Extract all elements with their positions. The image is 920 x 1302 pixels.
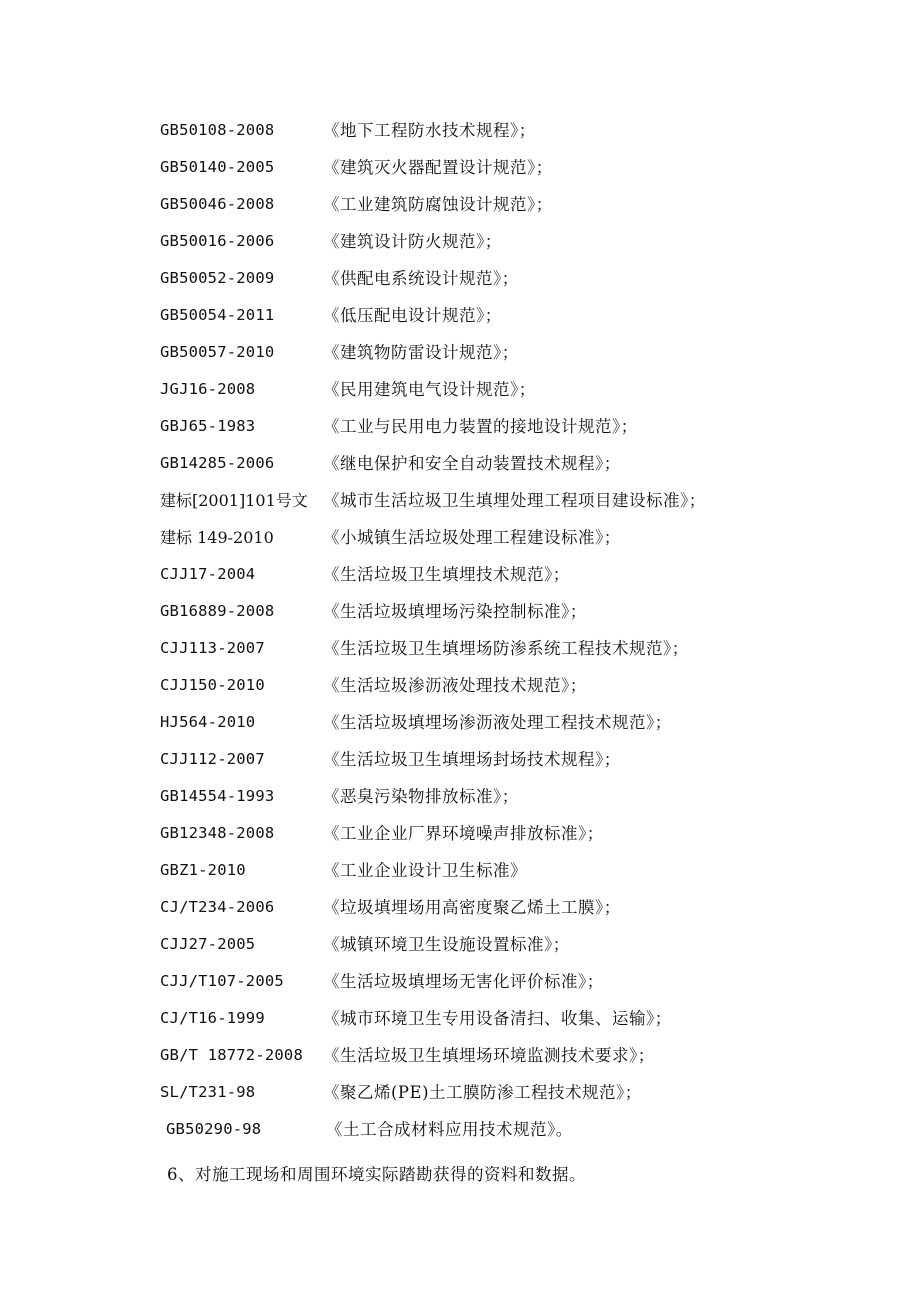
standard-title: 《继电保护和安全自动装置技术规程》； bbox=[323, 454, 621, 473]
standard-row bbox=[160, 260, 880, 297]
standard-title: 《工业与民用电力装置的接地设计规范》； bbox=[323, 417, 638, 436]
standard-code: GB50108-2008 bbox=[160, 121, 275, 139]
standard-code: CJJ17-2004 bbox=[160, 565, 256, 583]
standard-code: GB50057-2010 bbox=[160, 343, 275, 361]
standard-row bbox=[160, 556, 880, 593]
standard-row bbox=[160, 519, 880, 556]
standard-code: GB50054-2011 bbox=[160, 306, 275, 324]
standard-title: 《建筑设计防火规范》； bbox=[323, 232, 502, 251]
standard-row bbox=[160, 223, 880, 260]
standard-title: 《小城镇生活垃圾处理工程建设标准》； bbox=[323, 528, 621, 547]
standard-row bbox=[160, 186, 880, 223]
standard-title: 《生活垃圾填埋场污染控制标准》； bbox=[323, 602, 587, 621]
standard-row bbox=[160, 482, 880, 519]
standard-code: GB50016-2006 bbox=[160, 232, 275, 250]
standard-title: 《生活垃圾卫生填埋场封场技术规程》； bbox=[323, 750, 621, 769]
standard-title: 《工业建筑防腐蚀设计规范》； bbox=[323, 195, 553, 214]
standard-code: HJ564-2010 bbox=[160, 713, 256, 731]
standard-title: 《生活垃圾卫生填埋技术规范》； bbox=[323, 565, 570, 584]
standard-row bbox=[160, 445, 880, 482]
standard-code: CJJ150-2010 bbox=[160, 676, 265, 694]
standard-code: GB12348-2008 bbox=[160, 824, 275, 842]
standard-row bbox=[160, 926, 880, 963]
standards-list bbox=[160, 112, 880, 1148]
standard-title: 《生活垃圾填埋场渗沥液处理工程技术规范》； bbox=[323, 713, 672, 732]
standard-code: GBZ1-2010 bbox=[160, 861, 246, 879]
standard-code: CJJ112-2007 bbox=[160, 750, 265, 768]
standard-code: CJ/T16-1999 bbox=[160, 1009, 265, 1027]
standard-title: 《生活垃圾渗沥液处理技术规范》； bbox=[323, 676, 587, 695]
standard-code: CJJ113-2007 bbox=[160, 639, 265, 657]
standard-title: 《建筑物防雷设计规范》； bbox=[323, 343, 519, 362]
standard-title: 《供配电系统设计规范》； bbox=[323, 269, 519, 288]
standard-code: GB50046-2008 bbox=[160, 195, 275, 213]
standard-title: 《建筑灭火器配置设计规范》； bbox=[323, 158, 553, 177]
standard-row bbox=[160, 371, 880, 408]
standard-title: 《生活垃圾卫生填埋场防渗系统工程技术规范》； bbox=[323, 639, 689, 658]
standard-row bbox=[160, 889, 880, 926]
standard-code: GB50052-2009 bbox=[160, 269, 275, 287]
standard-title: 《工业企业设计卫生标准》 bbox=[323, 861, 527, 880]
standard-title: 《地下工程防水技术规程》； bbox=[323, 121, 536, 140]
standard-row bbox=[160, 112, 880, 149]
standard-title: 《工业企业厂界环境噪声排放标准》； bbox=[323, 824, 604, 843]
standard-code: GB50290-98 bbox=[166, 1120, 262, 1138]
standard-row bbox=[160, 630, 880, 667]
standard-code: GB14285-2006 bbox=[160, 454, 275, 472]
standard-row bbox=[160, 593, 880, 630]
standard-title: 《低压配电设计规范》； bbox=[323, 306, 502, 325]
standard-row bbox=[160, 1074, 880, 1111]
standard-code: GB/T 18772-2008 bbox=[160, 1046, 303, 1064]
standard-row bbox=[160, 778, 880, 815]
standard-title: 《恶臭污染物排放标准》； bbox=[323, 787, 519, 806]
standard-row bbox=[160, 741, 880, 778]
standard-row bbox=[160, 704, 880, 741]
standard-row bbox=[160, 667, 880, 704]
closing-paragraph: 6、对施工现场和周围环境实际踏勘获得的资料和数据。 bbox=[167, 1165, 586, 1184]
standard-code: SL/T231-98 bbox=[160, 1083, 256, 1101]
standard-code: GB14554-1993 bbox=[160, 787, 275, 805]
standard-title: 《城镇环境卫生设施设置标准》； bbox=[323, 935, 570, 954]
standard-title: 《生活垃圾卫生填埋场环境监测技术要求》； bbox=[323, 1046, 655, 1065]
standard-row bbox=[160, 852, 880, 889]
standard-title: 《土工合成材料应用技术规范》。 bbox=[326, 1120, 573, 1139]
standard-row bbox=[160, 408, 880, 445]
standard-title: 《聚乙烯(PE)土工膜防渗工程技术规范》； bbox=[323, 1083, 642, 1102]
standard-row bbox=[160, 1037, 880, 1074]
standard-row bbox=[160, 297, 880, 334]
standard-row bbox=[160, 963, 880, 1000]
standard-row bbox=[160, 815, 880, 852]
standard-code: GB50140-2005 bbox=[160, 158, 275, 176]
standard-code: 建标[2001]101号文 bbox=[160, 491, 308, 510]
standard-row bbox=[160, 1111, 880, 1148]
standard-code: GBJ65-1983 bbox=[160, 417, 256, 435]
standard-title: 《城市生活垃圾卫生填埋处理工程项目建设标准》； bbox=[323, 491, 706, 510]
standard-code: GB16889-2008 bbox=[160, 602, 275, 620]
standard-title: 《生活垃圾填埋场无害化评价标准》； bbox=[323, 972, 604, 991]
standard-code: JGJ16-2008 bbox=[160, 380, 256, 398]
standard-code: CJJ27-2005 bbox=[160, 935, 256, 953]
standard-row bbox=[160, 149, 880, 186]
standard-code: CJJ/T107-2005 bbox=[160, 972, 284, 990]
standard-row bbox=[160, 1000, 880, 1037]
standard-title: 《城市环境卫生专用设备清扫、收集、运输》； bbox=[323, 1009, 672, 1028]
standard-title: 《民用建筑电气设计规范》； bbox=[323, 380, 536, 399]
standard-title: 《垃圾填埋场用高密度聚乙烯土工膜》； bbox=[323, 898, 621, 917]
standard-row bbox=[160, 334, 880, 371]
standard-code: 建标 149-2010 bbox=[160, 528, 274, 547]
standard-code: CJ/T234-2006 bbox=[160, 898, 275, 916]
